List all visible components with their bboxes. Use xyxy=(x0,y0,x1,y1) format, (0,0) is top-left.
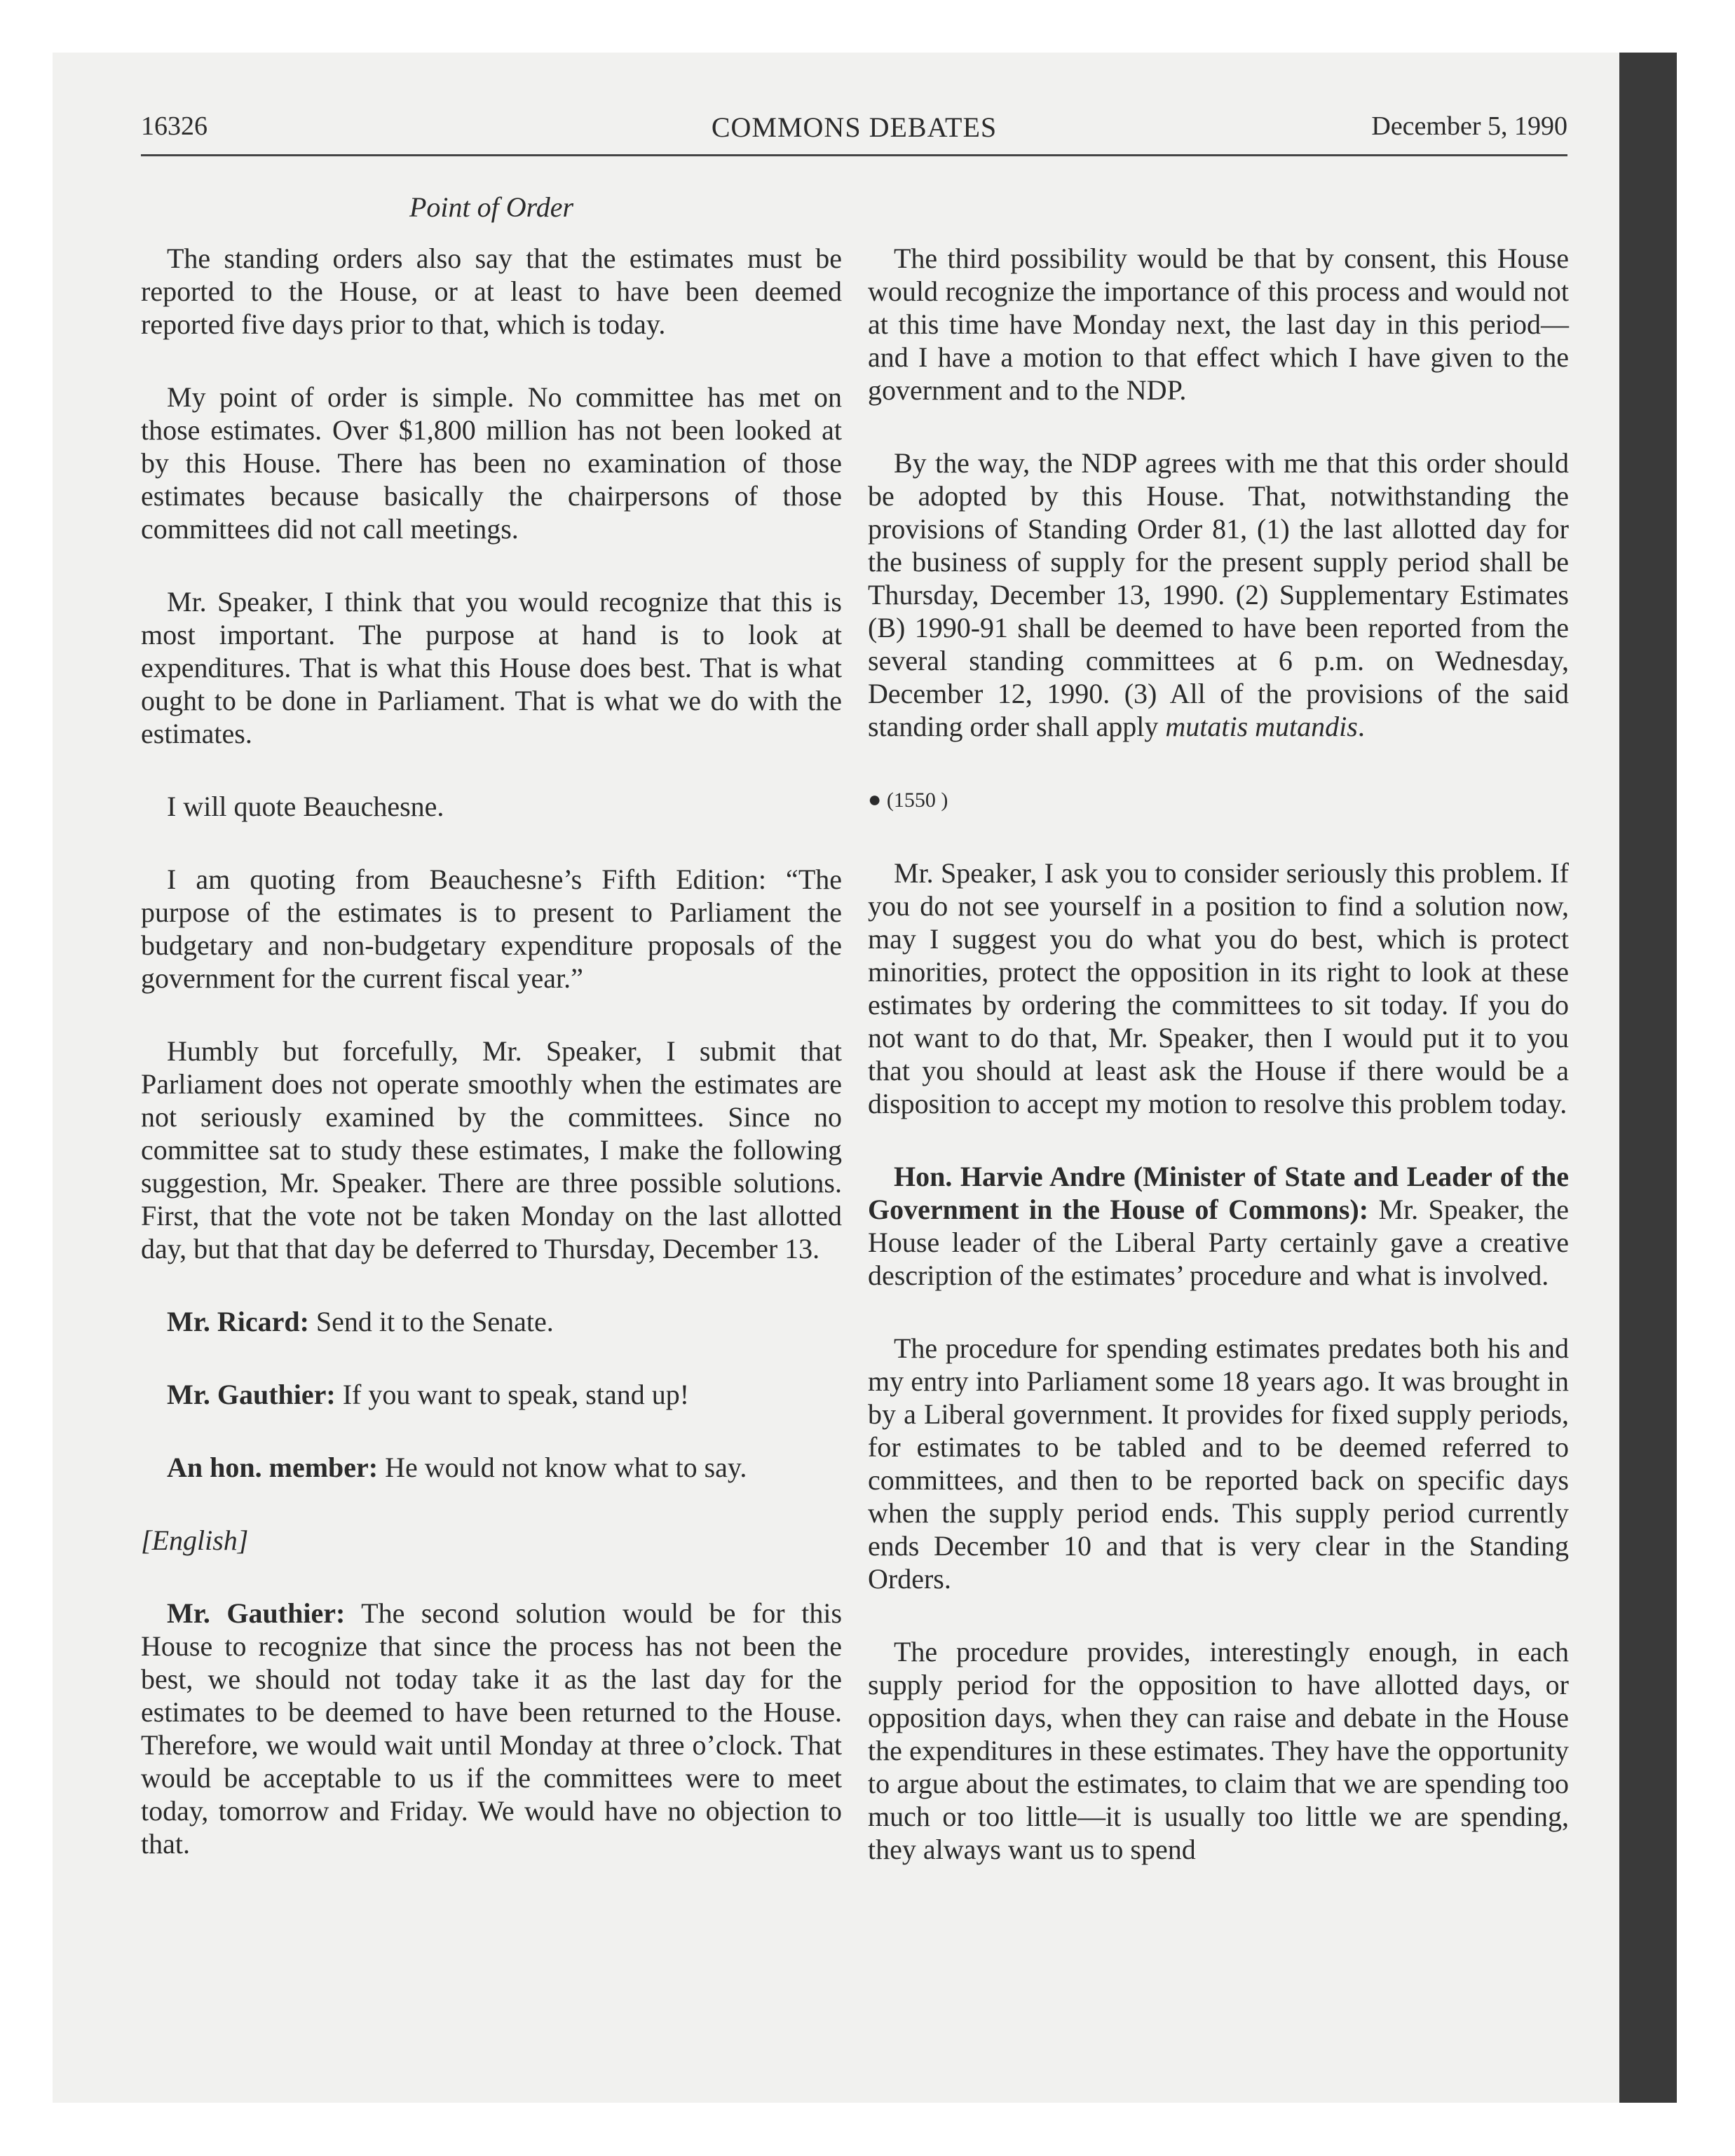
section-title: Point of Order xyxy=(409,191,574,223)
speech-text: He would not know what to say. xyxy=(385,1452,747,1483)
speech-ricard xyxy=(141,1305,842,1338)
paragraph: My point of order is simple. No committee has met on those estimates. Over $1,800 million has not been looked at by this House. There has been no examination of those estimates because basically the chairpersons of those committees did not call meetings. xyxy=(141,381,842,545)
speaker-name: Mr. Gauthier: xyxy=(167,1379,336,1410)
paragraph: The procedure for spending estimates predates both his and my entry into Parliament some 18 years ago. It was brought in by a Liberal government. It provides for fixed supply periods, for estimates to be tabled and to be deemed referred to committees, and then to be reported back on specific days when the supply period ends. This supply period currently ends December 10 and that is very clear in the Standing Orders. xyxy=(868,1332,1569,1595)
speaker-name: An hon. member: xyxy=(167,1452,379,1483)
paragraph: The standing orders also say that the estimates must be reported to the House, or at least to have been deemed reported five days prior to that, which is today. xyxy=(141,243,842,340)
paragraph: I am quoting from Beauchesne’s Fifth Edition: “The purpose of the estimates is to present to Parliament the budgetary and non-budgetary expenditure proposals of the government for the current fiscal year.” xyxy=(141,864,842,994)
time-stamp-text: (1550 ) xyxy=(886,789,948,812)
motion-text: By the way, the NDP agrees with me that this order should be adopted by this House. That, notwithstanding the provisions of Standing Order 81, (1) the last allotted day for the business of supply for the present supply period shall be Thursday, December 13, 1990. (2) Supplementary Estimates (B) 1990-91 shall be deemed to have been reported from the several standing committees at 6 p.m. on Wednesday, December 12, 1990. (3) All of the provisions of the said standing order shall apply xyxy=(868,447,1569,742)
paragraph: Humbly but forcefully, Mr. Speaker, I submit that Parliament does not operate smoothly when the estimates are not seriously examined by the committees. Since no committee sat to study these estimates, I make the following suggestion, Mr. Speaker. There are three possible solutions. First, that the vote not be taken Monday on the last allotted day, but that that day be deferred to Thursday, December 13. xyxy=(141,1035,842,1264)
publication-title: COMMONS DEBATES xyxy=(711,111,998,143)
motion-end: . xyxy=(1357,711,1365,742)
page-number: 16326 xyxy=(141,111,207,141)
time-stamp xyxy=(868,783,1569,817)
left-column xyxy=(141,242,842,1900)
speech-gauthier xyxy=(141,1378,842,1411)
language-note: [English] xyxy=(141,1524,249,1556)
speaker-name: Hon. Harvie Andre (Minister of State and Leader of the Government in the House of Commons): xyxy=(868,1161,1569,1225)
paragraph: Mr. Speaker, I think that you would recognize that this is most important. The purpose at hand is to look at expenditures. That is what this House does best. That is what ought to be done in Parliament. That is what we do with the estimates. xyxy=(141,586,842,749)
speech-text: Send it to the Senate. xyxy=(315,1306,554,1337)
paragraph: Mr. Speaker, I ask you to consider seriously this problem. If you do not see yourself in a position to find a solution now, may I suggest you do what you do best, which is protect minorities, protect the opposition in its right to look at these estimates by ordering the committees to sit today. If you do not want to do that, Mr. Speaker, then I would put it to you that you should at least ask the House if there would be a disposition to accept my motion to resolve this problem today. xyxy=(868,857,1569,1119)
speaker-name: Mr. Ricard: xyxy=(167,1306,309,1337)
header-rule xyxy=(141,154,1567,156)
speech-text: The second solution would be for this House to recognize that since the process has not been the best, we should not today take it as the last day for the estimates to be deemed to have been returned to the House. Therefore, we would wait until Monday at three o’clock. That would be acceptable to us if the committees were to meet today, tomorrow and Friday. We would have no objection to that. xyxy=(141,1597,843,1860)
speech-text: Mr. Speaker, the House leader of the Liberal Party certainly gave a creative description of the estimates’ procedure and what is involved. xyxy=(868,1194,1570,1291)
speech-member xyxy=(141,1451,842,1484)
scan-dark-edge xyxy=(1619,53,1677,2103)
speech-gauthier xyxy=(141,1597,842,1860)
latin-phrase: mutatis mutandis xyxy=(1165,711,1358,742)
speech-text: If you want to speak, stand up! xyxy=(342,1379,690,1410)
speech-andre xyxy=(868,1160,1569,1292)
paragraph: The third possibility would be that by consent, this House would recognize the importance of this process and would not at this time have Monday next, the last day in this period—and I have a motion to that effect which I have given to the government and to the NDP. xyxy=(868,243,1569,406)
paragraph: The procedure provides, interestingly enough, in each supply period for the opposition to have allotted days, or opposition days, when they can raise and debate in the House the expenditures in these estimates. They have the opportunity to argue about the estimates, to claim that we are spending too much or too little—it is usually too little we are spending, they always want us to spend xyxy=(868,1636,1569,1865)
speaker-name: Mr. Gauthier: xyxy=(167,1597,346,1629)
page-date: December 5, 1990 xyxy=(1371,111,1567,141)
motion-paragraph xyxy=(868,446,1569,743)
bullet-icon: ● xyxy=(868,786,882,812)
right-column xyxy=(868,242,1569,1906)
page-header xyxy=(141,111,1567,153)
paragraph: I will quote Beauchesne. xyxy=(167,791,444,822)
